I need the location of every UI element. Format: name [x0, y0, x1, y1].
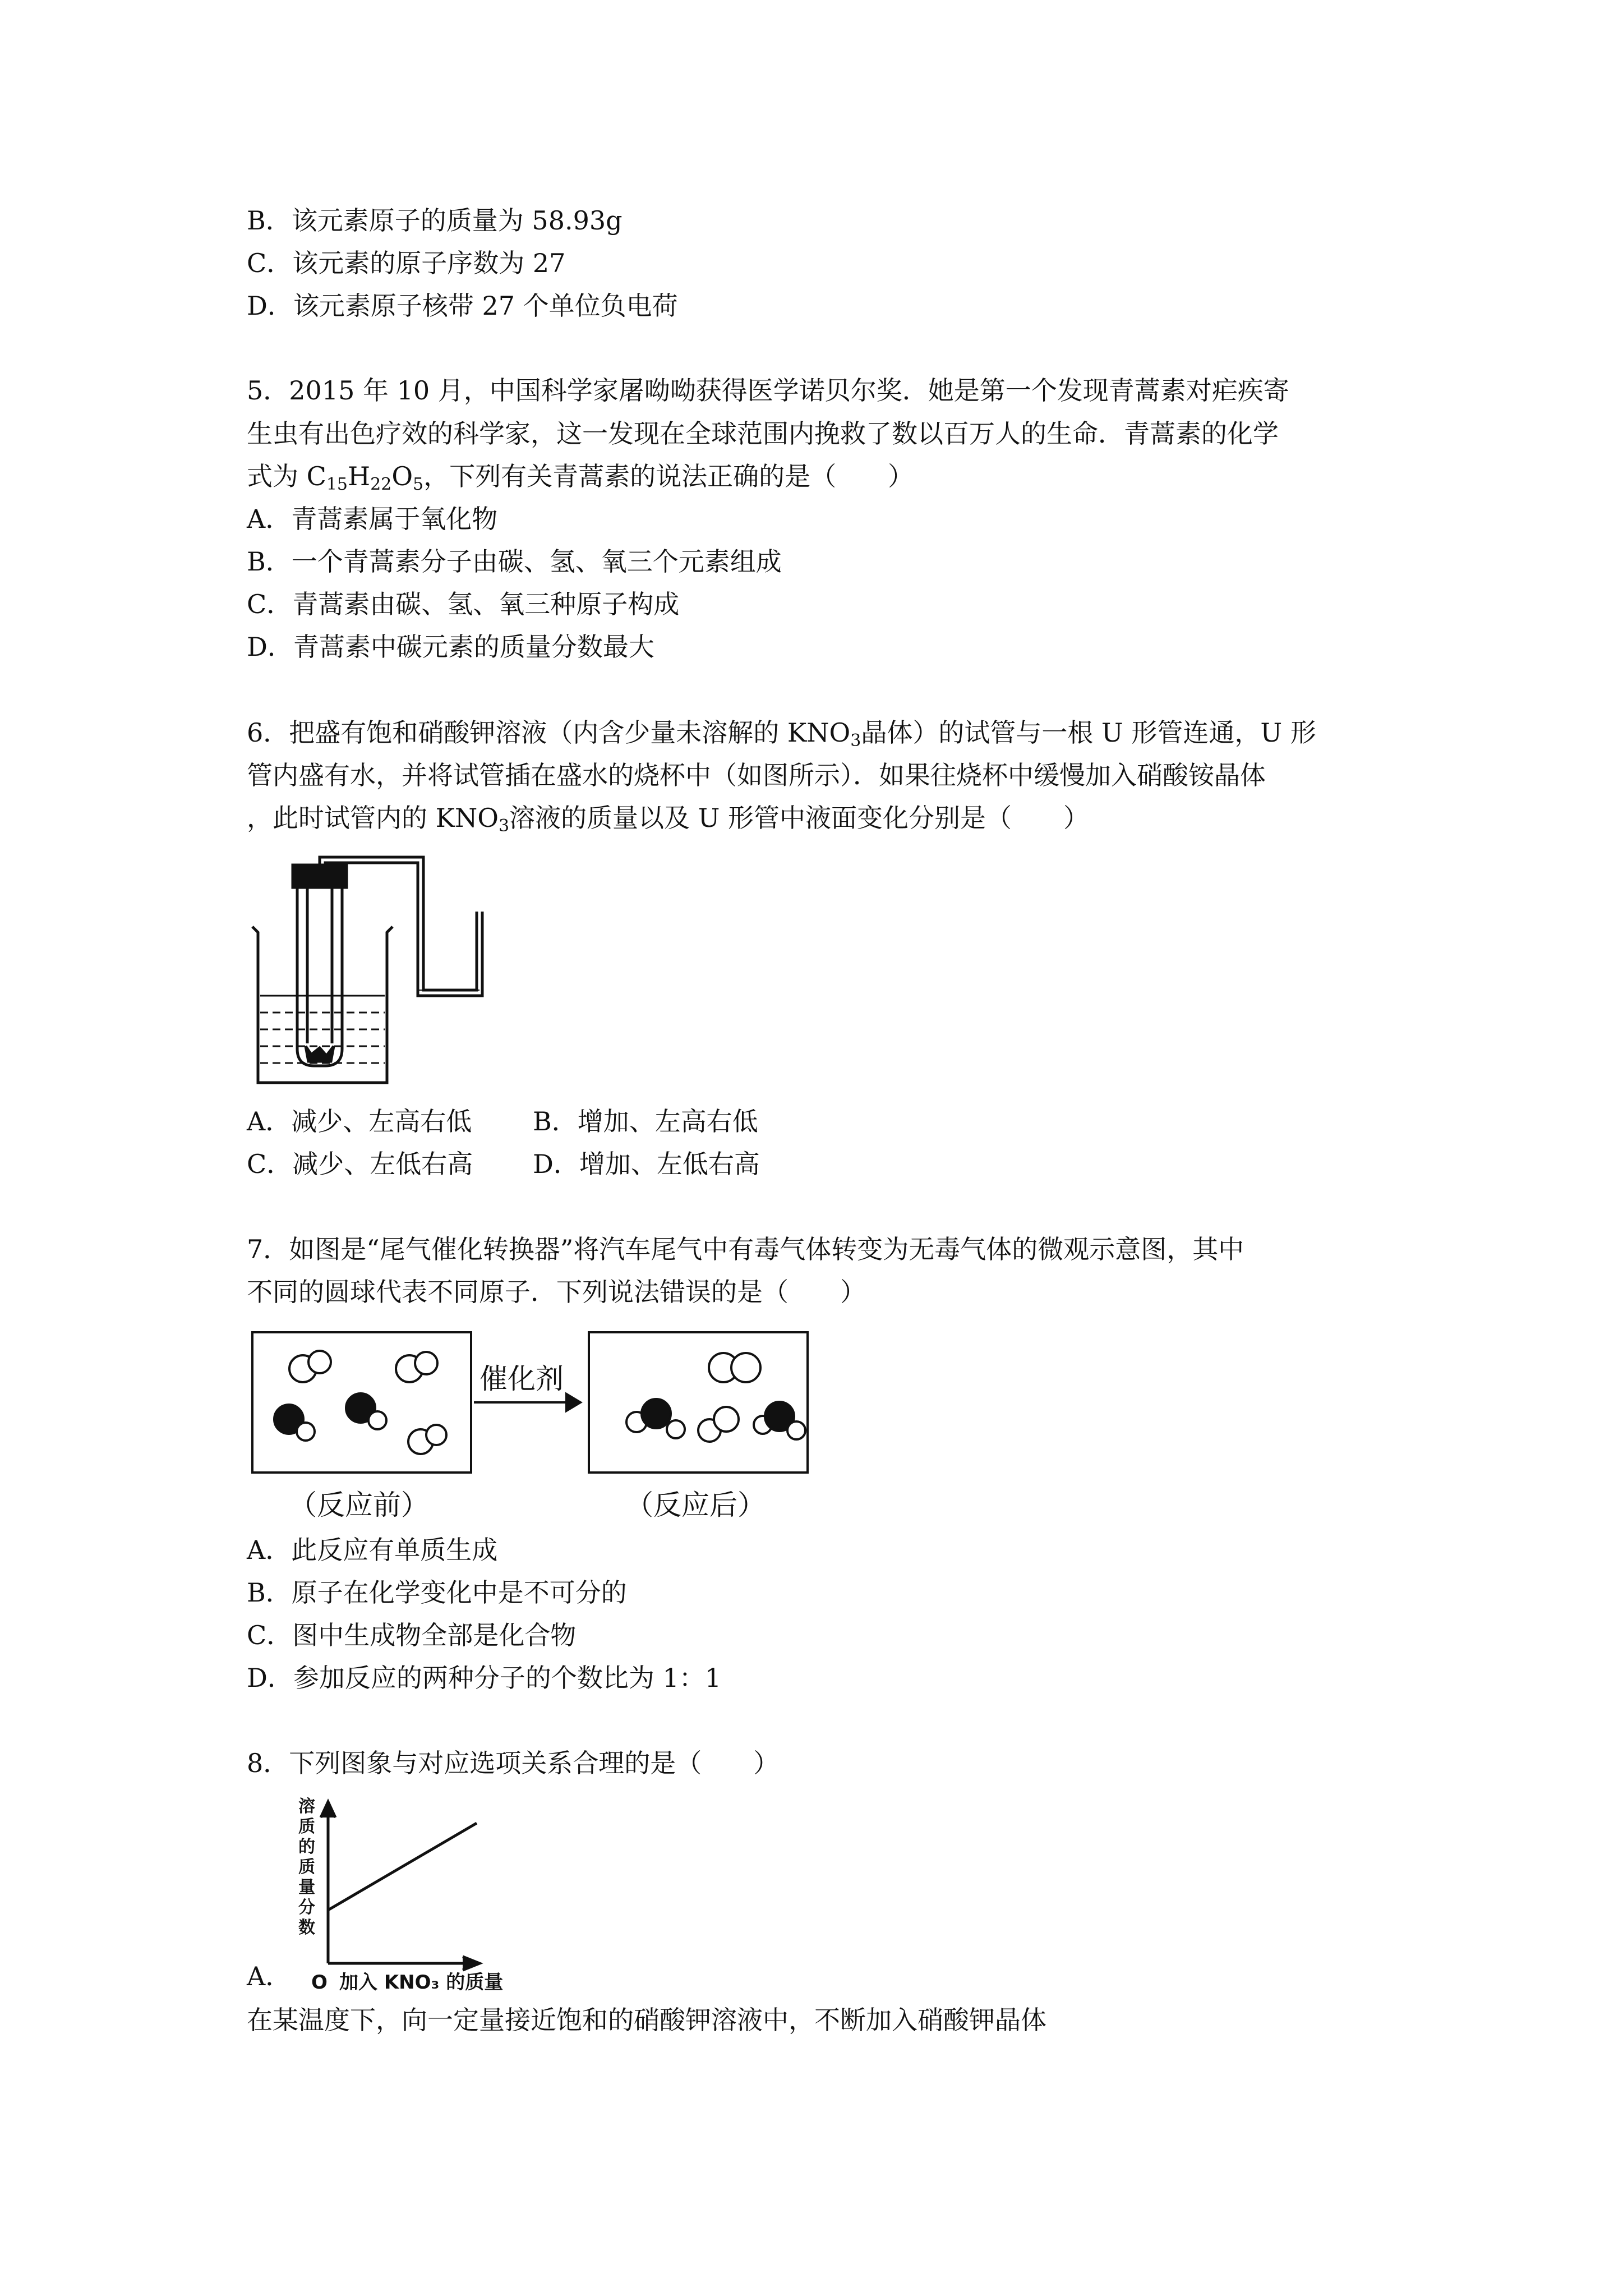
q7-option-a: A．此反应有单质生成 — [247, 1535, 498, 1565]
q7-stem-line2: 不同的圆球代表不同原子．下列说法错误的是（ ） — [247, 1277, 866, 1307]
q6-apparatus-figure — [241, 853, 510, 1088]
q5-option-c: C．青蒿素由碳、氢、氧三种原子构成 — [247, 589, 680, 619]
graph-xlabel: 加入 KNO₃ 的质量 — [339, 1971, 504, 1994]
q6-option-d: D．增加、左低右高 — [533, 1149, 760, 1179]
q5-stem-line2: 生虫有出色疗效的科学家，这一发现在全球范围内挽救了数以百万人的生命．青蒿素的化学 — [247, 418, 1279, 449]
q6-option-a: A．减少、左高右低 — [247, 1106, 472, 1137]
caption-after: （反应后） — [625, 1489, 766, 1521]
q4-option-d: D．该元素原子核带 27 个单位负电荷 — [247, 291, 678, 321]
q8-graph-a — [286, 1795, 578, 1997]
graph-ylabel: 溶质的质量分数 — [298, 1797, 315, 1938]
q5-option-a: A．青蒿素属于氧化物 — [247, 504, 498, 534]
q7-option-d: D．参加反应的两种分子的个数比为 1：1 — [247, 1663, 722, 1693]
q7-stem-line1: 7．如图是“尾气催化转换器”将汽车尾气中有毒气体转变为无毒气体的微观示意图，其中 — [247, 1234, 1244, 1264]
graph-origin: O — [311, 1971, 328, 1994]
q7-option-b: B．原子在化学变化中是不可分的 — [247, 1577, 627, 1608]
q6-stem-line3: ，此时试管内的 $KNO_3$溶液的质量以及 U 形管中液面变化分别是（ ） — [247, 803, 1090, 836]
q5-stem-line3: 式为 $C_{15}H_{22}O_5$，下列有关青蒿素的说法正确的是（ ） — [247, 461, 914, 494]
q5-option-b: B．一个青蒿素分子由碳、氢、氧三个元素组成 — [247, 546, 782, 577]
q8-option-a-desc: 在某温度下，向一定量接近饱和的硝酸钾溶液中，不断加入硝酸钾晶体 — [247, 2005, 1046, 2035]
q6-option-c: C．减少、左低右高 — [247, 1149, 473, 1179]
catalyst-label: 催化剂 — [479, 1363, 564, 1395]
q6-option-b: B．增加、左高右低 — [533, 1106, 758, 1137]
q5-option-d: D．青蒿素中碳元素的质量分数最大 — [247, 632, 654, 662]
q6-stem-line1: 6．把盛有饱和硝酸钾溶液（内含少量未溶解的 $KNO_3$晶体）的试管与一根 U 形管连通，U 形 — [247, 717, 1316, 751]
q8-stem: 8．下列图象与对应选项关系合理的是（ ） — [247, 1748, 780, 1778]
q5-stem-line1: 5．2015 年 10 月，中国科学家屠呦呦获得医学诺贝尔奖．她是第一个发现青蒿素对疟疾寄 — [247, 375, 1289, 406]
q8-option-a-label: A． — [247, 1961, 292, 1991]
q7-reaction-figure — [250, 1329, 833, 1543]
q4-option-b: B．该元素原子的质量为 58.93g — [247, 205, 623, 236]
q6-stem-line2: 管内盛有水，并将试管插在盛水的烧杯中（如图所示）．如果往烧杯中缓慢加入硝酸铵晶体 — [247, 760, 1266, 790]
q4-option-c: C．该元素的原子序数为 27 — [247, 248, 566, 278]
caption-before: （反应前） — [289, 1489, 429, 1521]
q7-option-c: C．图中生成物全部是化合物 — [247, 1620, 577, 1650]
